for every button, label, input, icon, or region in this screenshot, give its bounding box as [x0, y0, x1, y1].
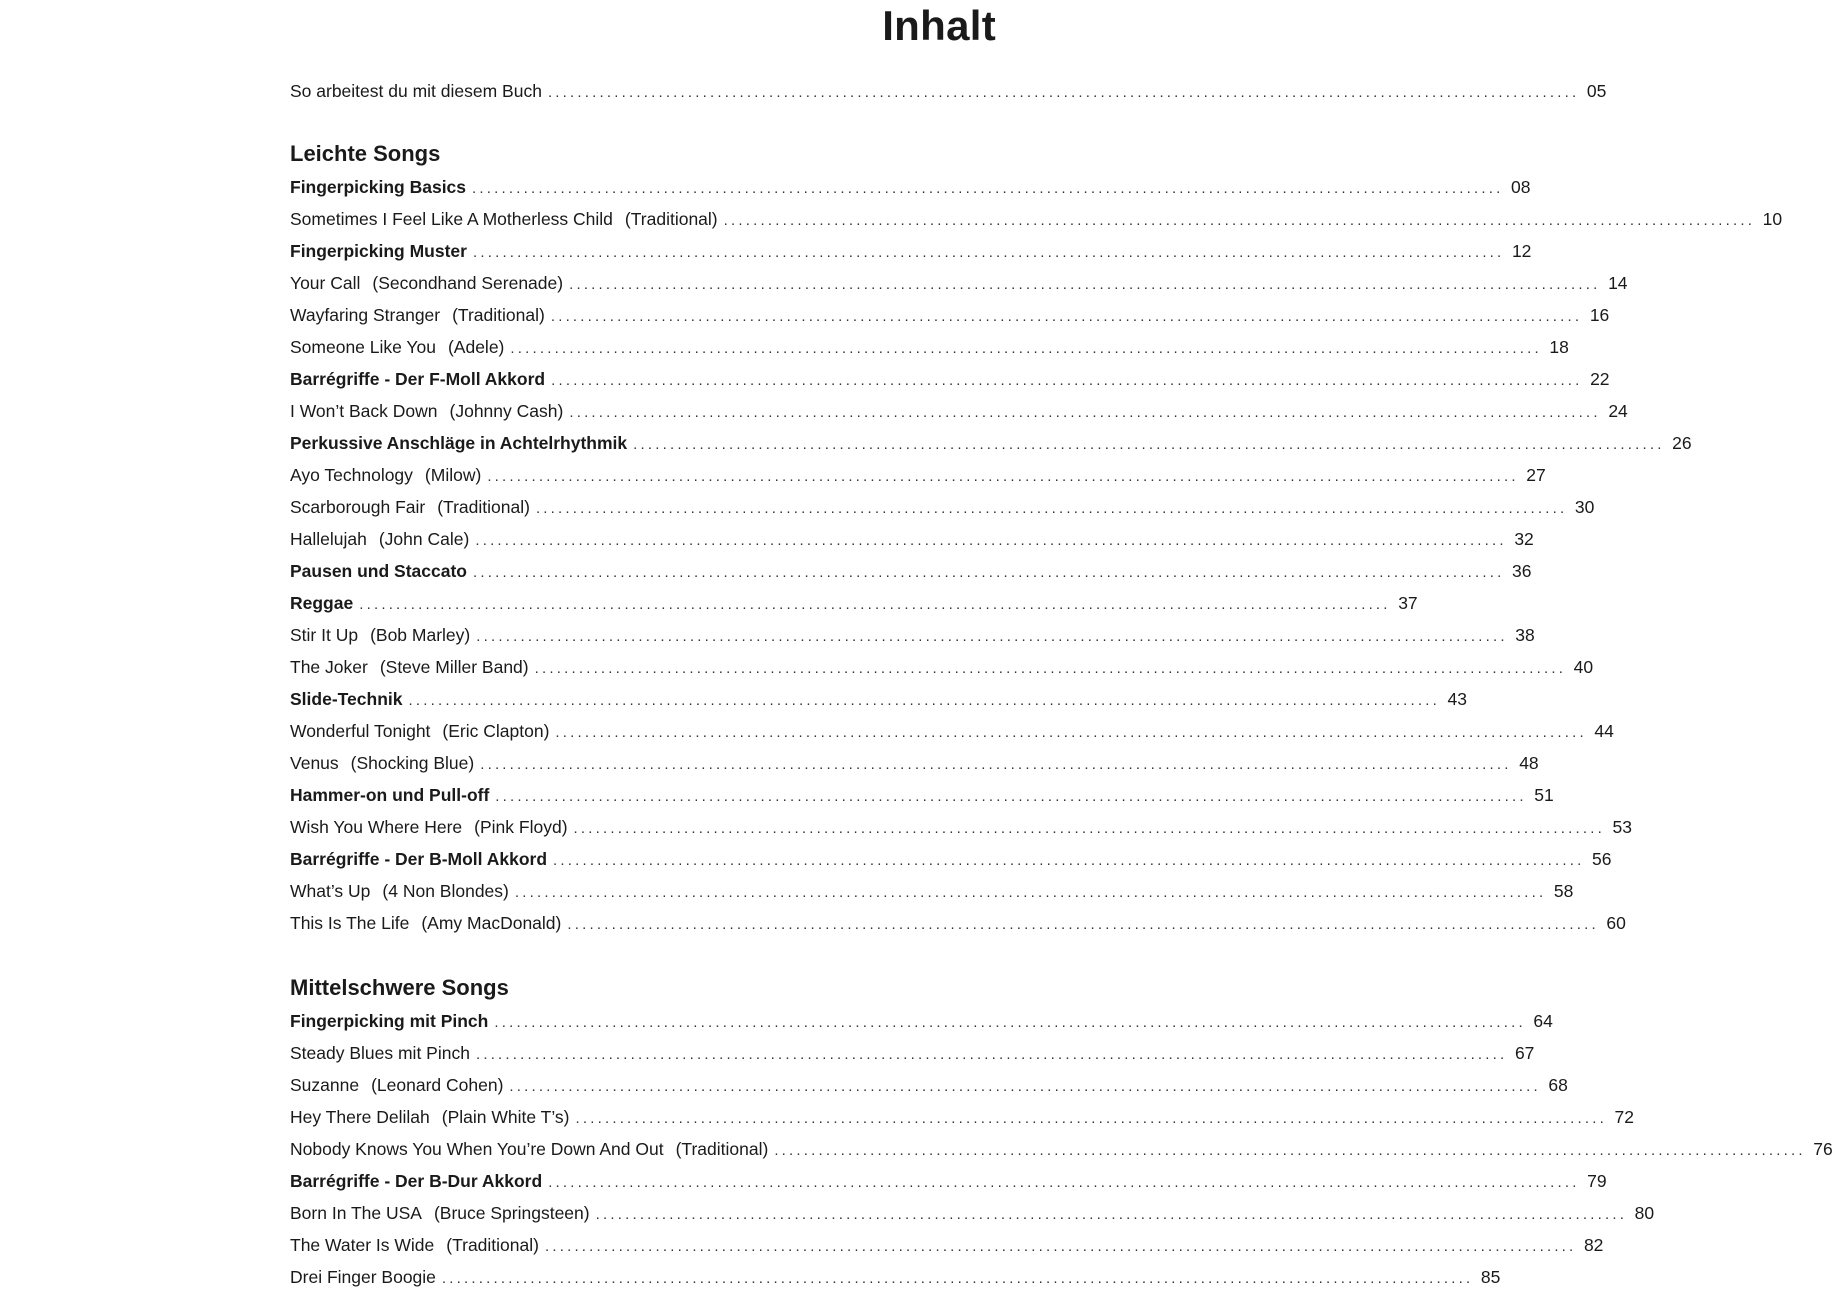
- entry-artist: (Secondhand Serenade): [372, 273, 564, 293]
- toc-entry[interactable]: [290, 525, 1534, 557]
- toc-entry[interactable]: [290, 1167, 1607, 1199]
- entry-artist: (Pink Floyd): [474, 817, 568, 837]
- entry-title: Fingerpicking Muster: [290, 241, 467, 261]
- entry-title: Hammer-on und Pull-off: [290, 785, 490, 805]
- dot-leader: ............................................................................................................................................: [550, 308, 1583, 325]
- entry-artist: (Traditional): [452, 305, 545, 325]
- dot-leader: ............................................................................................................................................: [569, 276, 1601, 293]
- dot-leader: ............................................................................................................................................: [723, 212, 1756, 229]
- section-mittelschwere-songs: [290, 971, 1833, 1295]
- toc-entry[interactable]: [290, 557, 1532, 589]
- page-number: 43: [1447, 689, 1467, 709]
- section-heading: Leichte Songs: [290, 141, 441, 166]
- dot-leader: ............................................................................................................................................: [472, 244, 1505, 261]
- page-number: 26: [1672, 433, 1692, 453]
- entry-artist: (Johnny Cash): [449, 401, 564, 421]
- page-number: 14: [1608, 273, 1628, 293]
- entry-title: Pausen und Staccato: [290, 561, 467, 581]
- page-number: 24: [1608, 401, 1628, 421]
- entry-title: What’s Up: [290, 881, 371, 901]
- page-number: 64: [1533, 1011, 1553, 1031]
- section-leichte-songs: [290, 137, 1783, 941]
- page-number: 58: [1553, 881, 1574, 901]
- toc-entry[interactable]: [290, 749, 1539, 781]
- dot-leader: ............................................................................................................................................: [509, 1078, 1541, 1095]
- dot-leader: ............................................................................................................................................: [575, 1110, 1607, 1127]
- entry-artist: (Bruce Springsteen): [433, 1203, 590, 1223]
- page-number: 10: [1762, 209, 1783, 229]
- toc-list: [290, 173, 1783, 941]
- page-number: 37: [1398, 593, 1418, 613]
- entry-artist: (Traditional): [437, 497, 530, 517]
- entry-title: Venus: [290, 753, 339, 773]
- dot-leader: ............................................................................................................................................: [553, 852, 1585, 869]
- page-number: 44: [1594, 721, 1614, 741]
- toc-entry[interactable]: [290, 493, 1595, 525]
- toc-entry[interactable]: [290, 1103, 1634, 1135]
- entry-title: Wish You Where Here: [290, 817, 463, 837]
- toc-entry[interactable]: [290, 781, 1554, 813]
- toc-entry[interactable]: [290, 1231, 1604, 1263]
- toc-entry[interactable]: [290, 397, 1628, 429]
- entry-artist: (Traditional): [675, 1139, 769, 1159]
- entry-title: Born In The USA: [290, 1203, 422, 1223]
- page-number: 51: [1534, 785, 1554, 805]
- entry-artist: (4 Non Blondes): [382, 881, 509, 901]
- entry-title: Your Call: [290, 273, 361, 293]
- dot-leader: ............................................................................................................................................: [494, 1014, 1526, 1031]
- toc-list: [290, 1007, 1833, 1295]
- dot-leader: ............................................................................................................................................: [476, 628, 1508, 645]
- dot-leader: ............................................................................................................................................: [567, 916, 1599, 933]
- toc-entry[interactable]: [290, 685, 1467, 717]
- page-number: 16: [1589, 305, 1610, 325]
- entry-title: Hallelujah: [290, 529, 367, 549]
- dot-leader: ............................................................................................................................................: [633, 436, 1665, 453]
- dot-leader: ............................................................................................................................................: [473, 564, 1505, 581]
- toc-entry[interactable]: [290, 429, 1692, 461]
- dot-leader: ............................................................................................................................................: [569, 404, 1601, 421]
- toc-entry[interactable]: [290, 1039, 1535, 1071]
- dot-leader: ............................................................................................................................................: [475, 532, 1507, 549]
- page-number: 80: [1634, 1203, 1655, 1223]
- entry-title: Fingerpicking Basics: [290, 177, 467, 197]
- toc-entry[interactable]: [290, 813, 1632, 845]
- dot-leader: ............................................................................................................................................: [487, 468, 1519, 485]
- toc-entry[interactable]: [290, 589, 1418, 621]
- toc-entry[interactable]: [290, 621, 1535, 653]
- page-number: 48: [1519, 753, 1539, 773]
- toc-entry[interactable]: [290, 1199, 1655, 1231]
- page-number: 79: [1587, 1171, 1607, 1191]
- entry-title: The Water Is Wide: [290, 1235, 435, 1255]
- page-number: 32: [1514, 529, 1534, 549]
- toc-entry[interactable]: [290, 461, 1546, 493]
- dot-leader: ............................................................................................................................................: [573, 820, 1605, 837]
- page-number: 60: [1606, 913, 1626, 933]
- entry-title: Stir It Up: [290, 625, 359, 645]
- dot-leader: ............................................................................................................................................: [475, 1046, 1508, 1063]
- entry-title: Fingerpicking mit Pinch: [290, 1011, 489, 1031]
- dot-leader: ............................................................................................................................................: [472, 180, 1504, 197]
- dot-leader: ............................................................................................................................................: [510, 340, 1542, 357]
- entry-artist: (Adele): [447, 337, 505, 357]
- page-number: 08: [1511, 177, 1531, 197]
- entry-artist: (Shocking Blue): [350, 753, 475, 773]
- entry-title: I Won’t Back Down: [290, 401, 438, 421]
- toc-entry[interactable]: [290, 269, 1628, 301]
- toc-entry[interactable]: [290, 205, 1783, 237]
- dot-leader: ............................................................................................................................................: [359, 596, 1391, 613]
- entry-title: Scarborough Fair: [290, 497, 426, 517]
- entry-title: Barrégriffe - Der F-Moll Akkord: [290, 369, 546, 389]
- section-heading: Mittelschwere Songs: [290, 975, 509, 1000]
- entry-title: This Is The Life: [290, 913, 410, 933]
- page-number: 72: [1614, 1107, 1634, 1127]
- page-number: 36: [1511, 561, 1532, 581]
- entry-title: Sometimes I Feel Like A Motherless Child: [290, 209, 613, 229]
- entry-title: Drei Finger Boogie: [290, 1267, 436, 1287]
- entry-title: Wayfaring Stranger: [290, 305, 441, 325]
- toc-entry[interactable]: [290, 173, 1531, 205]
- page-number: 27: [1526, 465, 1546, 485]
- entry-title: Perkussive Anschläge in Achtelrhythmik: [290, 433, 628, 453]
- entry-title: Slide-Technik: [290, 689, 403, 709]
- toc-entry[interactable]: [290, 77, 1607, 109]
- toc-entry[interactable]: [290, 717, 1614, 749]
- page-number: 53: [1612, 817, 1632, 837]
- dot-leader: ............................................................................................................................................: [534, 660, 1567, 677]
- page-number: 12: [1511, 241, 1532, 261]
- page-number: 56: [1592, 849, 1612, 869]
- dot-leader: ............................................................................................................................................: [544, 1238, 1577, 1255]
- toc-entry[interactable]: [290, 237, 1532, 269]
- toc-entry[interactable]: [290, 845, 1612, 877]
- page-number: 05: [1586, 81, 1607, 101]
- entry-artist: (John Cale): [378, 529, 470, 549]
- entry-artist: (Steve Miller Band): [379, 657, 529, 677]
- dot-leader: ............................................................................................................................................: [514, 884, 1547, 901]
- entry-artist: (Traditional): [624, 209, 718, 229]
- entry-title: Someone Like You: [290, 337, 436, 357]
- entry-artist: (Amy MacDonald): [421, 913, 562, 933]
- page-number: 68: [1548, 1075, 1568, 1095]
- page-number: 82: [1583, 1235, 1604, 1255]
- entry-artist: (Eric Clapton): [442, 721, 550, 741]
- toc-entry[interactable]: [290, 365, 1610, 397]
- toc-entry[interactable]: [290, 1007, 1553, 1039]
- page-number: 40: [1573, 657, 1594, 677]
- toc-entry[interactable]: [290, 877, 1574, 909]
- dot-leader: ............................................................................................................................................: [480, 756, 1512, 773]
- entry-title: Wonderful Tonight: [290, 721, 431, 741]
- entry-title: The Joker: [290, 657, 368, 677]
- entry-title: Nobody Knows You When You’re Down And Out: [290, 1139, 664, 1159]
- dot-leader: ............................................................................................................................................: [547, 84, 1580, 101]
- toc-entry[interactable]: [290, 909, 1626, 941]
- page-number: 18: [1549, 337, 1569, 357]
- toc-entry[interactable]: [290, 301, 1610, 333]
- page-number: 85: [1480, 1267, 1501, 1287]
- dot-leader: ............................................................................................................................................: [548, 1174, 1580, 1191]
- page-number: 30: [1574, 497, 1595, 517]
- entry-title: Barrégriffe - Der B-Moll Akkord: [290, 849, 548, 869]
- entry-title: Barrégriffe - Der B-Dur Akkord: [290, 1171, 543, 1191]
- dot-leader: ............................................................................................................................................: [774, 1142, 1806, 1159]
- dot-leader: ............................................................................................................................................: [441, 1270, 1474, 1287]
- toc-entry[interactable]: [290, 653, 1594, 685]
- entry-title: Reggae: [290, 593, 354, 613]
- entry-title: Hey There Delilah: [290, 1107, 430, 1127]
- dot-leader: ............................................................................................................................................: [555, 724, 1587, 741]
- entry-artist: (Plain White T’s): [441, 1107, 570, 1127]
- dot-leader: ............................................................................................................................................: [595, 1206, 1628, 1223]
- entry-artist: (Leonard Cohen): [371, 1075, 504, 1095]
- entry-title: So arbeitest du mit diesem Buch: [290, 81, 542, 101]
- entry-artist: (Traditional): [446, 1235, 539, 1255]
- entry-title: Suzanne: [290, 1075, 360, 1095]
- entry-artist: (Milow): [424, 465, 482, 485]
- intro-list: [290, 77, 1607, 109]
- dot-leader: ............................................................................................................................................: [551, 372, 1583, 389]
- toc-entry[interactable]: [290, 1071, 1568, 1103]
- page-title: Inhalt: [882, 2, 996, 49]
- entry-title: Ayo Technology: [290, 465, 413, 485]
- page-number: 67: [1514, 1043, 1535, 1063]
- page-number: 22: [1590, 369, 1610, 389]
- toc-entry[interactable]: [290, 1263, 1501, 1295]
- entry-artist: (Bob Marley): [370, 625, 471, 645]
- entry-title: Steady Blues mit Pinch: [290, 1043, 470, 1063]
- dot-leader: ............................................................................................................................................: [495, 788, 1527, 805]
- page-number: 76: [1813, 1139, 1833, 1159]
- toc-entry[interactable]: [290, 333, 1569, 365]
- dot-leader: ............................................................................................................................................: [408, 692, 1440, 709]
- page-number: 38: [1515, 625, 1535, 645]
- toc-entry[interactable]: [290, 1135, 1833, 1167]
- dot-leader: ............................................................................................................................................: [535, 500, 1568, 517]
